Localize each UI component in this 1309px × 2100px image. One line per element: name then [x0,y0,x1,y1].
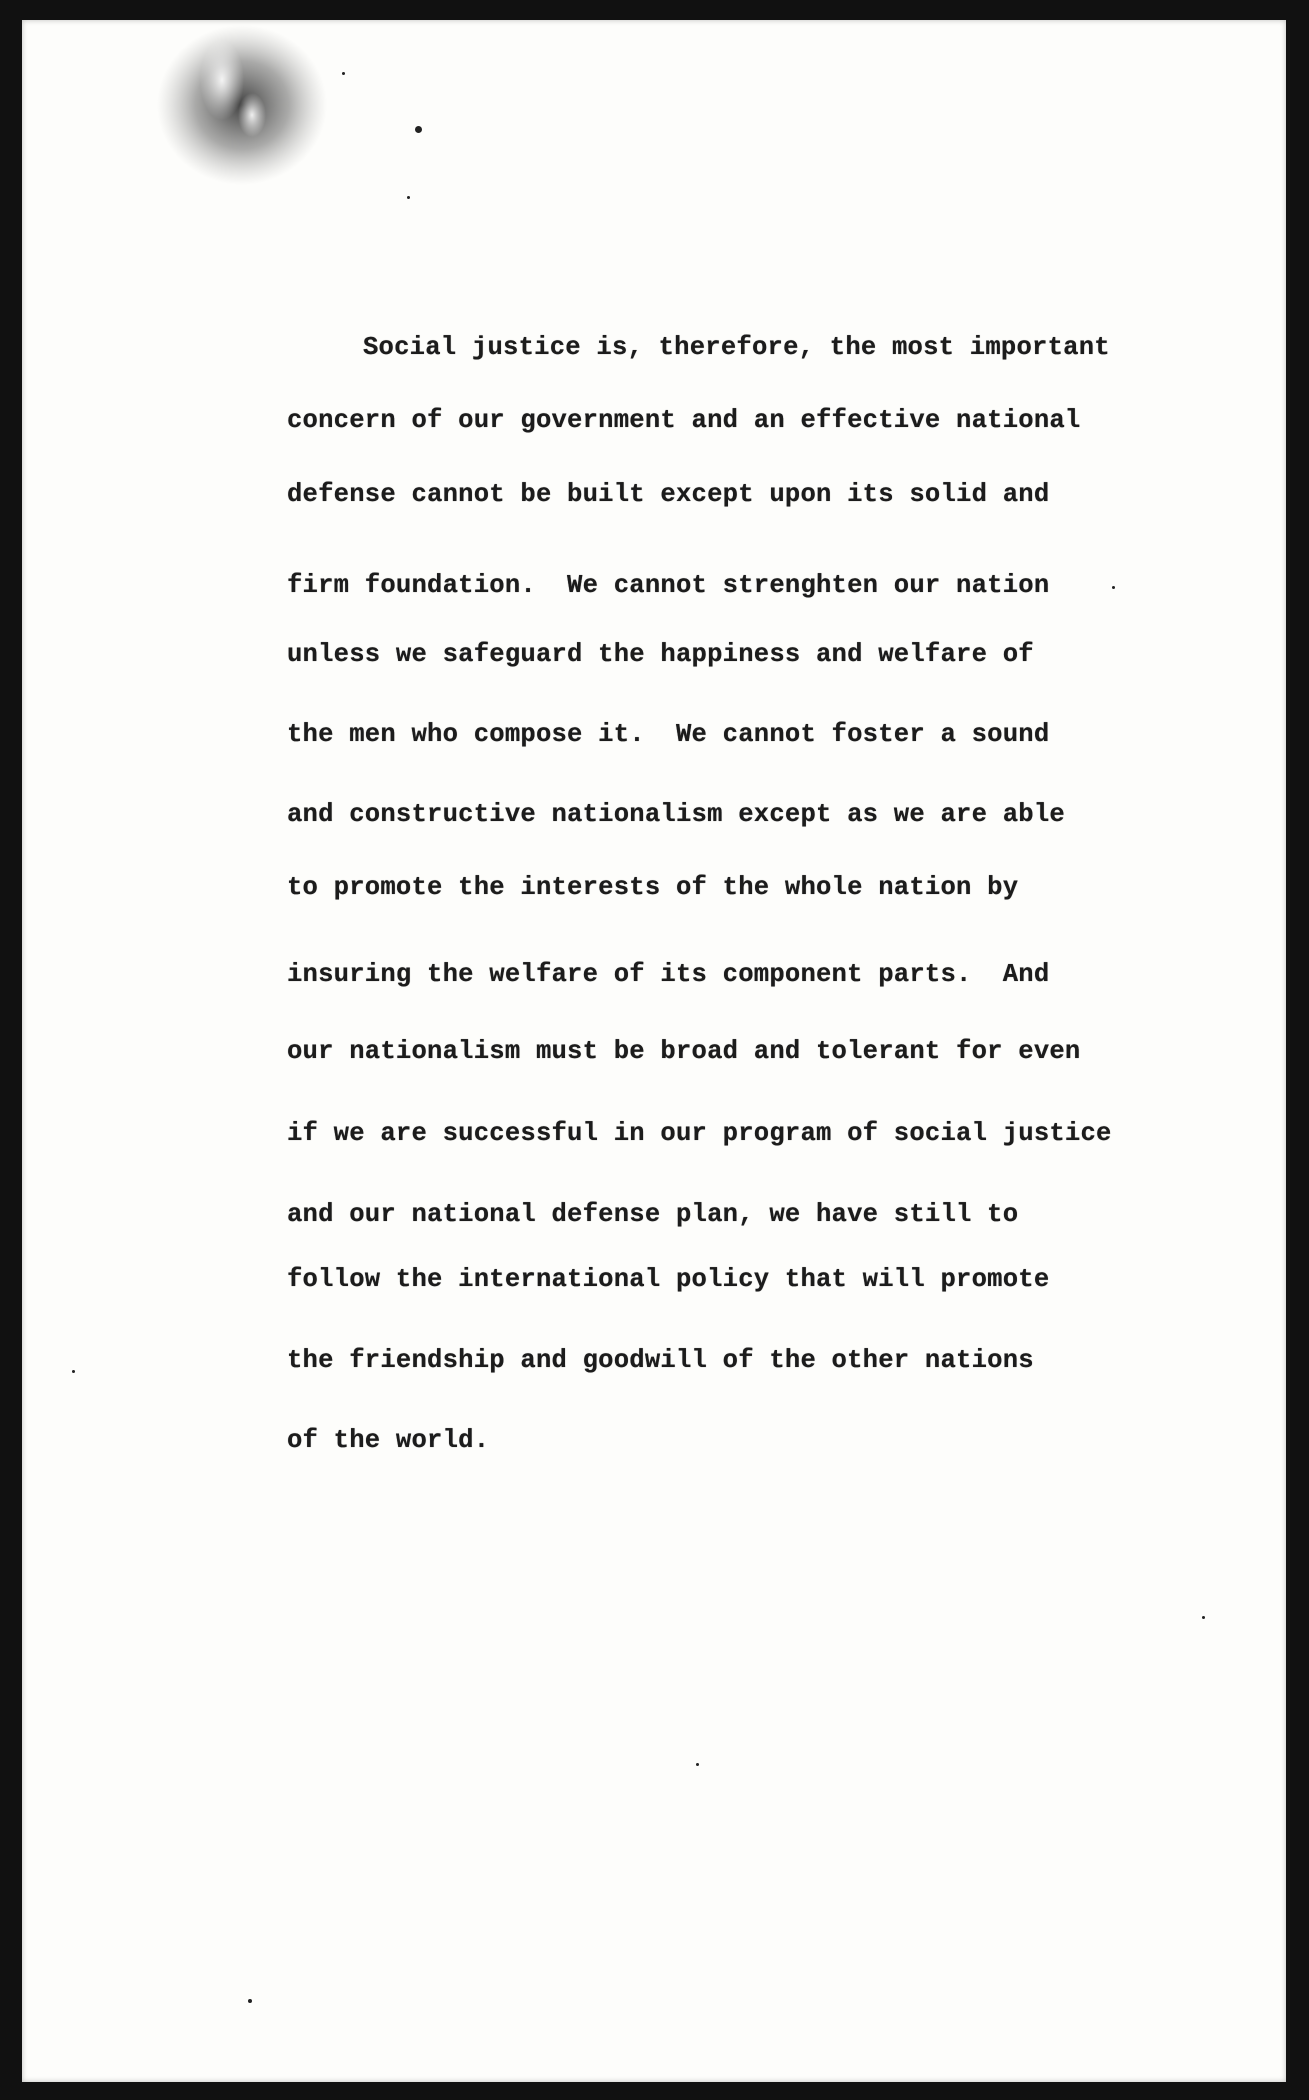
paragraph-line: concern of our government and an effective national [287,406,1081,435]
paragraph-line: and constructive nationalism except as we are able [287,800,1065,829]
paragraph [22,20,1286,2082]
paragraph-line: defense cannot be built except upon its solid and [287,480,1050,509]
paragraph-line: Social justice is, therefore, the most important [363,333,1110,362]
paragraph-line: our nationalism must be broad and tolerant for even [287,1037,1081,1066]
paragraph-line: unless we safeguard the happiness and welfare of [287,640,1034,669]
paragraph-line: the men who compose it. We cannot foster a sound [287,720,1050,749]
paragraph-line: if we are successful in our program of social justice [287,1119,1112,1148]
paragraph-line: firm foundation. We cannot strenghten our nation [287,571,1050,600]
paragraph-line: follow the international policy that will promote [287,1265,1050,1294]
paragraph-line: and our national defense plan, we have still to [287,1200,1019,1229]
paragraph-line: to promote the interests of the whole nation by [287,873,1019,902]
typewritten-page [22,20,1286,2082]
paragraph-line: insuring the welfare of its component parts. And [287,960,1050,989]
paragraph-line: the friendship and goodwill of the other nations [287,1346,1034,1375]
paragraph-line: of the world. [287,1426,490,1455]
